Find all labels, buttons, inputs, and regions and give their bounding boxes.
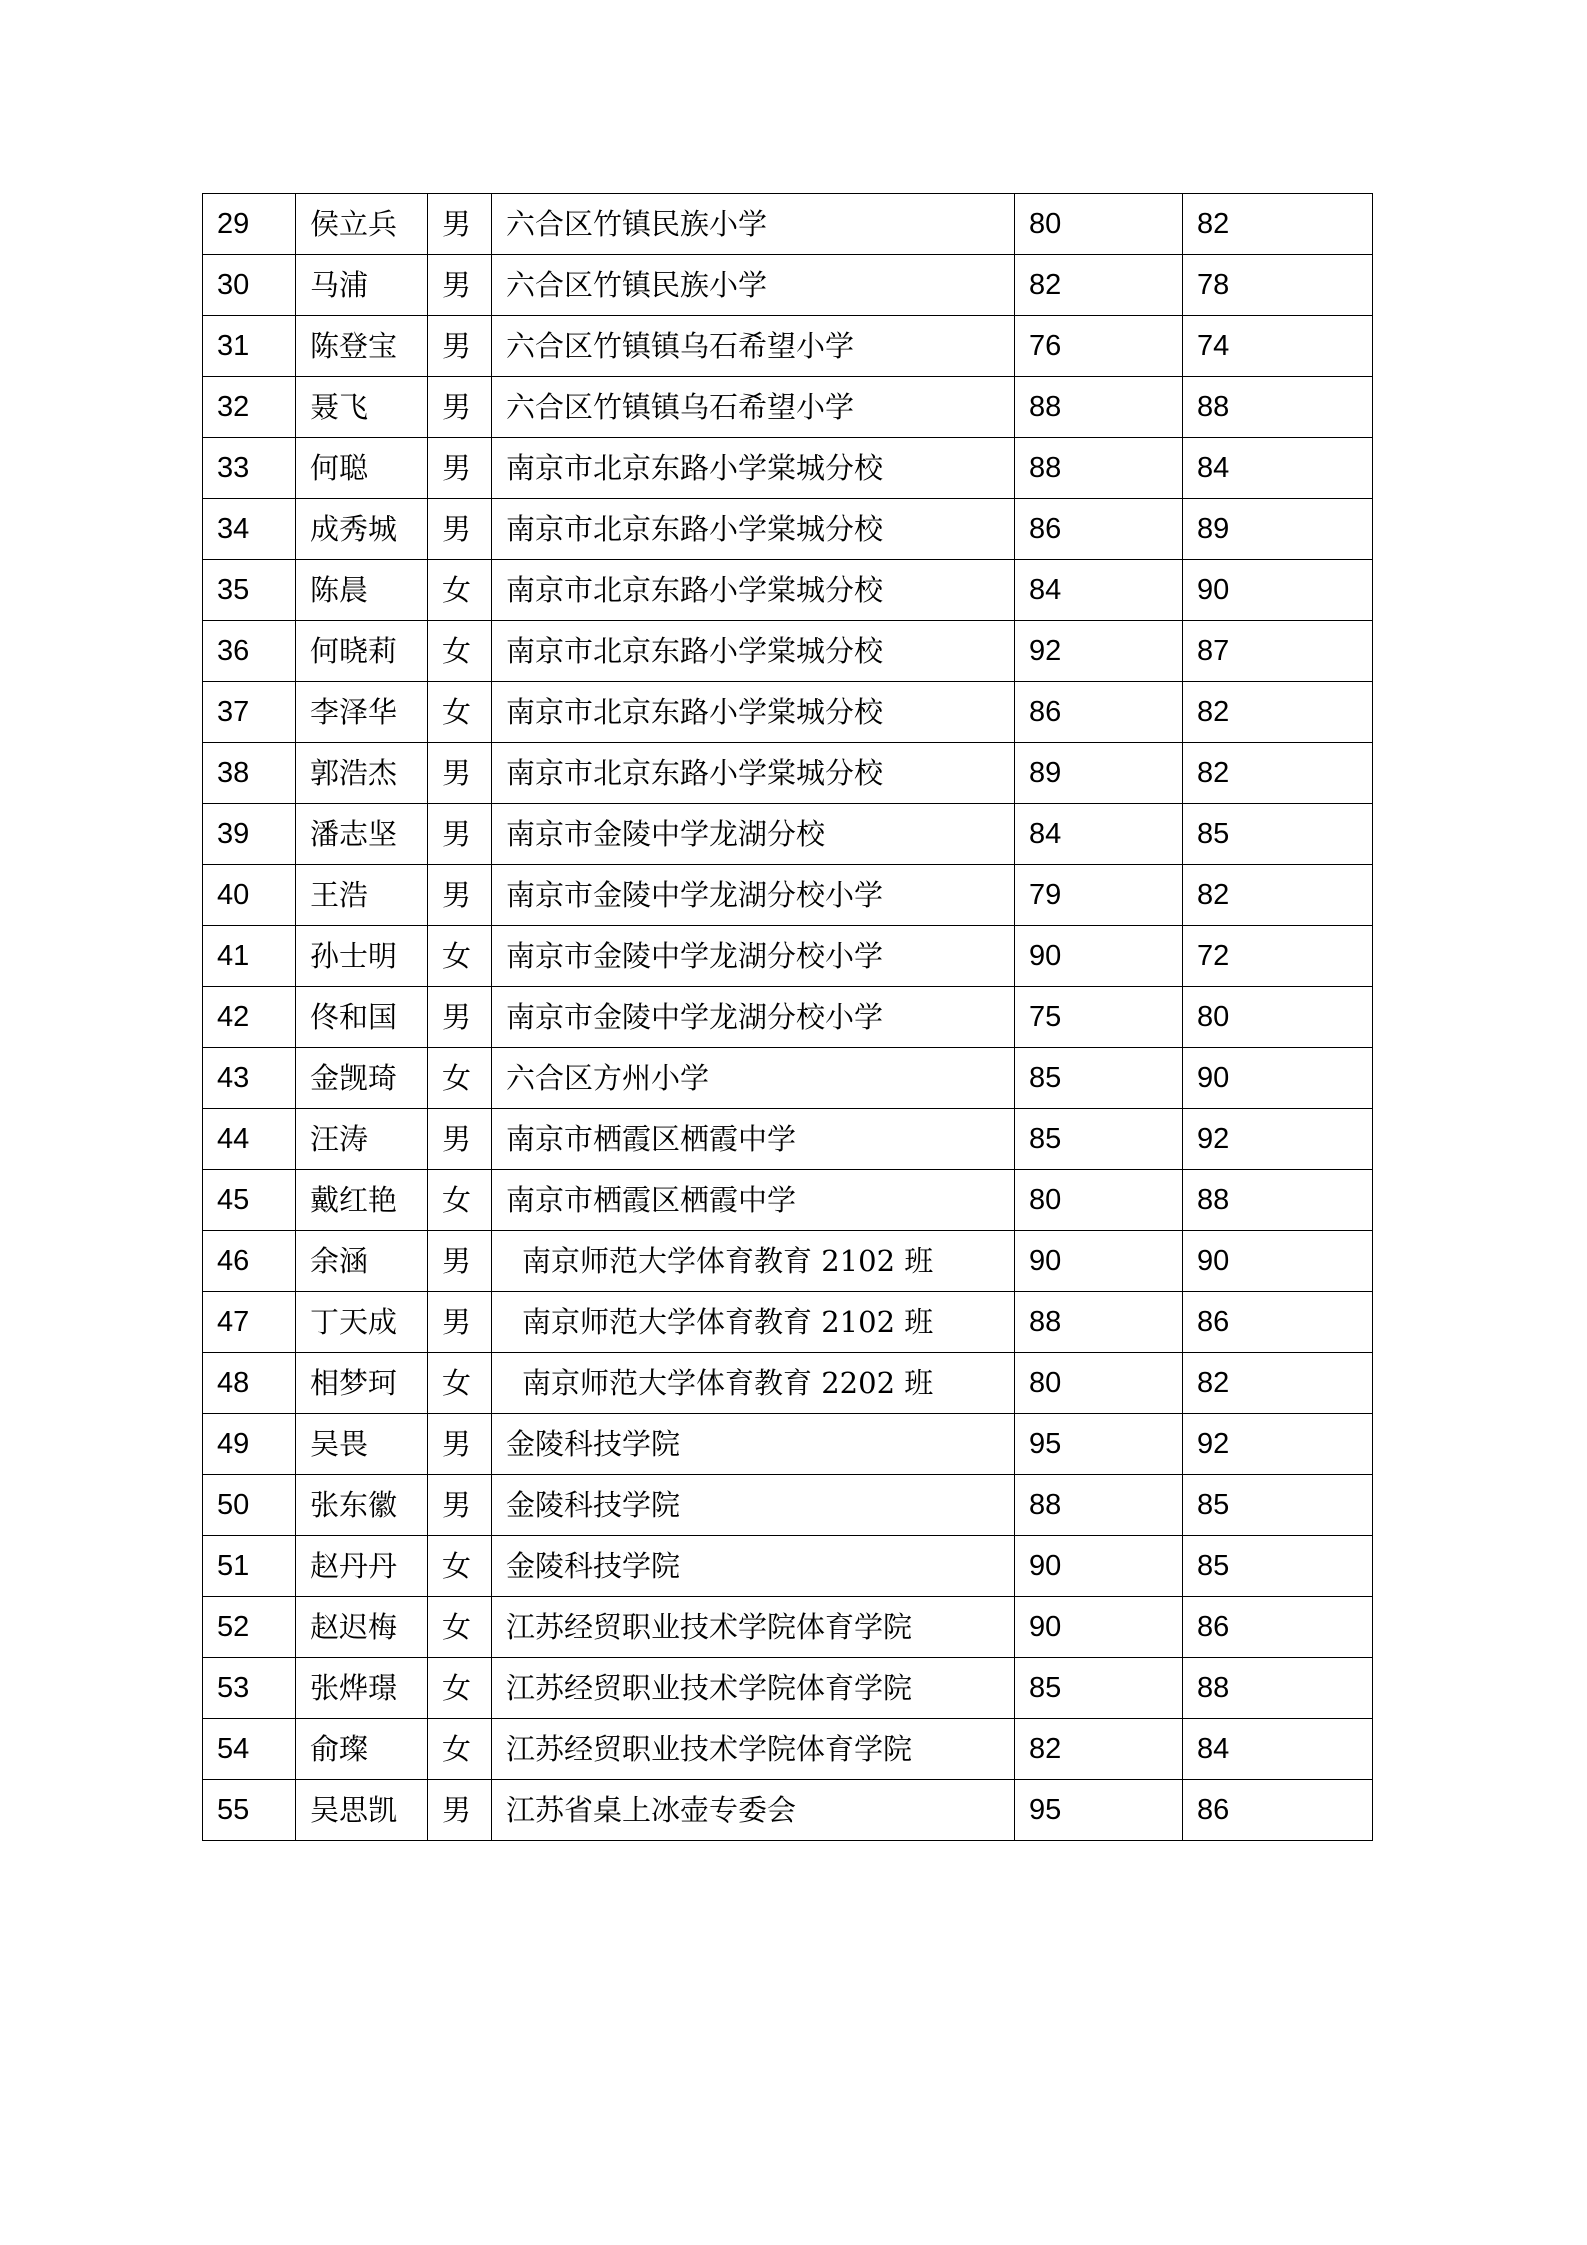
school-cell: 江苏经贸职业技术学院体育学院 (492, 1719, 1015, 1780)
score-2-cell: 82 (1183, 1353, 1373, 1414)
name-cell: 何聪 (296, 438, 428, 499)
row-number-cell: 39 (203, 804, 296, 865)
school-cell: 南京市北京东路小学棠城分校 (492, 682, 1015, 743)
name-cell: 聂飞 (296, 377, 428, 438)
school-cell: 江苏经贸职业技术学院体育学院 (492, 1597, 1015, 1658)
score-1-cell: 80 (1015, 1353, 1183, 1414)
score-1-cell: 95 (1015, 1780, 1183, 1841)
score-1-cell: 82 (1015, 255, 1183, 316)
name-cell: 俞璨 (296, 1719, 428, 1780)
name-cell: 戴红艳 (296, 1170, 428, 1231)
score-1-cell: 85 (1015, 1658, 1183, 1719)
row-number-cell: 42 (203, 987, 296, 1048)
school-cell: 南京市金陵中学龙湖分校小学 (492, 987, 1015, 1048)
name-cell: 金觊琦 (296, 1048, 428, 1109)
school-cell: 南京师范大学体育教育 2102 班 (492, 1292, 1015, 1353)
school-cell: 南京市北京东路小学棠城分校 (492, 499, 1015, 560)
score-2-cell: 82 (1183, 194, 1373, 255)
score-2-cell: 85 (1183, 804, 1373, 865)
gender-cell: 女 (428, 621, 492, 682)
gender-cell: 男 (428, 1475, 492, 1536)
score-2-cell: 90 (1183, 1048, 1373, 1109)
score-1-cell: 88 (1015, 377, 1183, 438)
row-number-cell: 49 (203, 1414, 296, 1475)
score-2-cell: 85 (1183, 1536, 1373, 1597)
row-number-cell: 41 (203, 926, 296, 987)
gender-cell: 女 (428, 560, 492, 621)
score-2-cell: 90 (1183, 1231, 1373, 1292)
row-number-cell: 43 (203, 1048, 296, 1109)
table-row (203, 1536, 1373, 1597)
score-1-cell: 75 (1015, 987, 1183, 1048)
gender-cell: 女 (428, 1048, 492, 1109)
gender-cell: 男 (428, 1109, 492, 1170)
row-number-cell: 45 (203, 1170, 296, 1231)
name-cell: 张烨璟 (296, 1658, 428, 1719)
score-2-cell: 89 (1183, 499, 1373, 560)
score-1-cell: 76 (1015, 316, 1183, 377)
name-cell: 汪涛 (296, 1109, 428, 1170)
name-cell: 相梦珂 (296, 1353, 428, 1414)
score-1-cell: 79 (1015, 865, 1183, 926)
table-row (203, 621, 1373, 682)
gender-cell: 男 (428, 499, 492, 560)
row-number-cell: 29 (203, 194, 296, 255)
score-1-cell: 84 (1015, 804, 1183, 865)
gender-cell: 女 (428, 1170, 492, 1231)
table-row (203, 194, 1373, 255)
row-number-cell: 46 (203, 1231, 296, 1292)
name-cell: 马浦 (296, 255, 428, 316)
row-number-cell: 47 (203, 1292, 296, 1353)
row-number-cell: 51 (203, 1536, 296, 1597)
school-cell: 南京市北京东路小学棠城分校 (492, 438, 1015, 499)
school-cell: 南京市金陵中学龙湖分校 (492, 804, 1015, 865)
row-number-cell: 44 (203, 1109, 296, 1170)
table-row (203, 1658, 1373, 1719)
school-cell: 南京市北京东路小学棠城分校 (492, 743, 1015, 804)
school-cell: 南京市北京东路小学棠城分校 (492, 621, 1015, 682)
table-row (203, 804, 1373, 865)
table-row (203, 926, 1373, 987)
school-cell: 南京市金陵中学龙湖分校小学 (492, 926, 1015, 987)
score-1-cell: 90 (1015, 926, 1183, 987)
score-1-cell: 80 (1015, 194, 1183, 255)
table-row (203, 865, 1373, 926)
school-cell: 南京师范大学体育教育 2102 班 (492, 1231, 1015, 1292)
score-1-cell: 90 (1015, 1231, 1183, 1292)
gender-cell: 女 (428, 1597, 492, 1658)
school-cell: 南京市栖霞区栖霞中学 (492, 1170, 1015, 1231)
school-cell: 江苏省桌上冰壶专委会 (492, 1780, 1015, 1841)
table-row (203, 499, 1373, 560)
table-row (203, 1719, 1373, 1780)
row-number-cell: 52 (203, 1597, 296, 1658)
score-2-cell: 84 (1183, 438, 1373, 499)
table-row (203, 1292, 1373, 1353)
gender-cell: 男 (428, 316, 492, 377)
school-cell: 南京师范大学体育教育 2202 班 (492, 1353, 1015, 1414)
score-2-cell: 86 (1183, 1292, 1373, 1353)
table-row (203, 743, 1373, 804)
table-row (203, 1048, 1373, 1109)
table-row (203, 987, 1373, 1048)
score-2-cell: 88 (1183, 1658, 1373, 1719)
score-2-cell: 82 (1183, 743, 1373, 804)
score-1-cell: 84 (1015, 560, 1183, 621)
table-row (203, 1109, 1373, 1170)
name-cell: 佟和国 (296, 987, 428, 1048)
gender-cell: 女 (428, 1536, 492, 1597)
row-number-cell: 37 (203, 682, 296, 743)
gender-cell: 男 (428, 743, 492, 804)
gender-cell: 男 (428, 804, 492, 865)
gender-cell: 女 (428, 926, 492, 987)
table-row (203, 377, 1373, 438)
name-cell: 赵丹丹 (296, 1536, 428, 1597)
score-2-cell: 86 (1183, 1597, 1373, 1658)
row-number-cell: 50 (203, 1475, 296, 1536)
name-cell: 陈登宝 (296, 316, 428, 377)
school-cell: 金陵科技学院 (492, 1475, 1015, 1536)
name-cell: 李泽华 (296, 682, 428, 743)
table-row (203, 682, 1373, 743)
gender-cell: 男 (428, 1414, 492, 1475)
school-cell: 南京市栖霞区栖霞中学 (492, 1109, 1015, 1170)
score-2-cell: 92 (1183, 1414, 1373, 1475)
score-1-cell: 89 (1015, 743, 1183, 804)
school-cell: 金陵科技学院 (492, 1414, 1015, 1475)
row-number-cell: 38 (203, 743, 296, 804)
school-cell: 金陵科技学院 (492, 1536, 1015, 1597)
score-1-cell: 85 (1015, 1048, 1183, 1109)
name-cell: 郭浩杰 (296, 743, 428, 804)
score-1-cell: 80 (1015, 1170, 1183, 1231)
name-cell: 潘志坚 (296, 804, 428, 865)
name-cell: 陈晨 (296, 560, 428, 621)
score-1-cell: 86 (1015, 682, 1183, 743)
row-number-cell: 35 (203, 560, 296, 621)
table-body (203, 194, 1373, 1841)
school-cell: 六合区方州小学 (492, 1048, 1015, 1109)
name-cell: 成秀城 (296, 499, 428, 560)
score-2-cell: 78 (1183, 255, 1373, 316)
table-row (203, 1353, 1373, 1414)
score-2-cell: 85 (1183, 1475, 1373, 1536)
gender-cell: 男 (428, 255, 492, 316)
row-number-cell: 40 (203, 865, 296, 926)
score-2-cell: 80 (1183, 987, 1373, 1048)
name-cell: 赵迟梅 (296, 1597, 428, 1658)
row-number-cell: 36 (203, 621, 296, 682)
name-cell: 丁天成 (296, 1292, 428, 1353)
score-1-cell: 95 (1015, 1414, 1183, 1475)
score-2-cell: 87 (1183, 621, 1373, 682)
table-row (203, 1231, 1373, 1292)
score-1-cell: 82 (1015, 1719, 1183, 1780)
score-2-cell: 82 (1183, 865, 1373, 926)
score-2-cell: 82 (1183, 682, 1373, 743)
table-row (203, 316, 1373, 377)
table-row (203, 560, 1373, 621)
table-row (203, 438, 1373, 499)
score-2-cell: 74 (1183, 316, 1373, 377)
table-row (203, 1170, 1373, 1231)
row-number-cell: 32 (203, 377, 296, 438)
score-1-cell: 88 (1015, 1475, 1183, 1536)
score-1-cell: 90 (1015, 1597, 1183, 1658)
score-1-cell: 90 (1015, 1536, 1183, 1597)
row-number-cell: 53 (203, 1658, 296, 1719)
score-1-cell: 88 (1015, 438, 1183, 499)
school-cell: 南京市北京东路小学棠城分校 (492, 560, 1015, 621)
score-2-cell: 90 (1183, 560, 1373, 621)
score-2-cell: 88 (1183, 1170, 1373, 1231)
gender-cell: 男 (428, 865, 492, 926)
row-number-cell: 55 (203, 1780, 296, 1841)
name-cell: 孙士明 (296, 926, 428, 987)
score-table (202, 193, 1373, 1841)
school-cell: 六合区竹镇镇乌石希望小学 (492, 377, 1015, 438)
table-row (203, 1597, 1373, 1658)
school-cell: 六合区竹镇民族小学 (492, 255, 1015, 316)
score-1-cell: 88 (1015, 1292, 1183, 1353)
gender-cell: 男 (428, 1292, 492, 1353)
score-1-cell: 85 (1015, 1109, 1183, 1170)
row-number-cell: 48 (203, 1353, 296, 1414)
name-cell: 吴畏 (296, 1414, 428, 1475)
gender-cell: 女 (428, 682, 492, 743)
table-row (203, 1414, 1373, 1475)
gender-cell: 男 (428, 194, 492, 255)
score-2-cell: 72 (1183, 926, 1373, 987)
name-cell: 张东徽 (296, 1475, 428, 1536)
name-cell: 何晓莉 (296, 621, 428, 682)
gender-cell: 男 (428, 1231, 492, 1292)
school-cell: 六合区竹镇镇乌石希望小学 (492, 316, 1015, 377)
row-number-cell: 34 (203, 499, 296, 560)
school-cell: 江苏经贸职业技术学院体育学院 (492, 1658, 1015, 1719)
score-1-cell: 92 (1015, 621, 1183, 682)
row-number-cell: 31 (203, 316, 296, 377)
table-row (203, 1780, 1373, 1841)
row-number-cell: 30 (203, 255, 296, 316)
table-row (203, 1475, 1373, 1536)
gender-cell: 女 (428, 1719, 492, 1780)
table-row (203, 255, 1373, 316)
gender-cell: 男 (428, 377, 492, 438)
gender-cell: 男 (428, 438, 492, 499)
score-1-cell: 86 (1015, 499, 1183, 560)
row-number-cell: 54 (203, 1719, 296, 1780)
score-2-cell: 88 (1183, 377, 1373, 438)
school-cell: 六合区竹镇民族小学 (492, 194, 1015, 255)
score-2-cell: 86 (1183, 1780, 1373, 1841)
score-2-cell: 92 (1183, 1109, 1373, 1170)
name-cell: 王浩 (296, 865, 428, 926)
gender-cell: 女 (428, 1658, 492, 1719)
name-cell: 侯立兵 (296, 194, 428, 255)
score-2-cell: 84 (1183, 1719, 1373, 1780)
row-number-cell: 33 (203, 438, 296, 499)
gender-cell: 女 (428, 1353, 492, 1414)
gender-cell: 男 (428, 987, 492, 1048)
school-cell: 南京市金陵中学龙湖分校小学 (492, 865, 1015, 926)
gender-cell: 男 (428, 1780, 492, 1841)
name-cell: 吴思凯 (296, 1780, 428, 1841)
name-cell: 余涵 (296, 1231, 428, 1292)
